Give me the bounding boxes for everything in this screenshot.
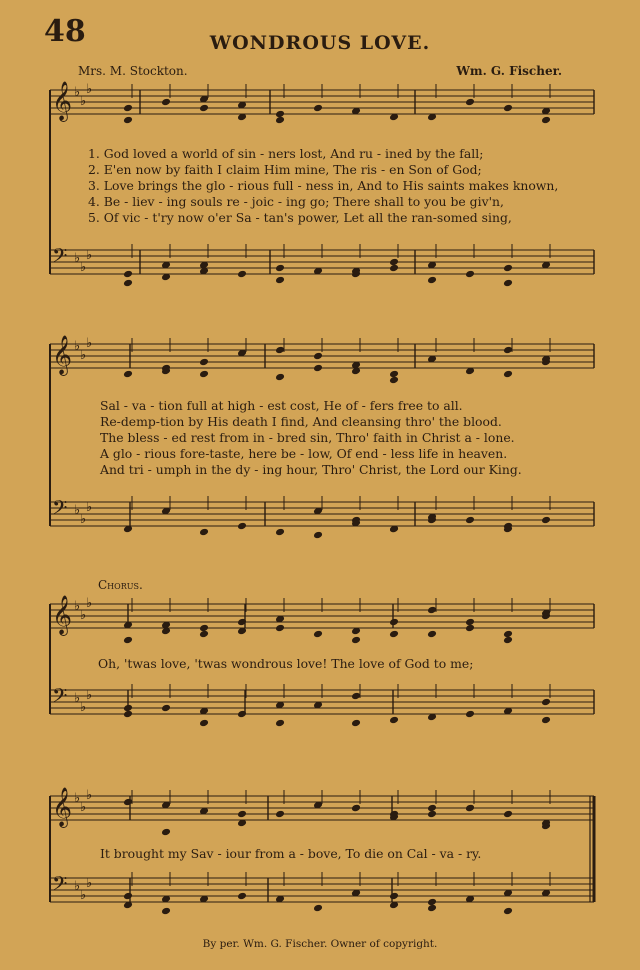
note-head (541, 698, 551, 707)
flat-icon: ♭ (74, 599, 81, 614)
note-head (161, 704, 171, 713)
verse-5-line-a: 5. Of vic - t'ry now o'er Sa - tan's power, Let all the ran-somed sing, (88, 210, 512, 225)
note-head (465, 618, 475, 627)
bass-clef-icon: 𝄢 (52, 684, 68, 712)
note-head (541, 516, 551, 525)
verse-1-line-a: 1. God loved a world of sin - ners lost, And ru - ined by the fall; (88, 146, 484, 161)
flat-icon: ♭ (86, 596, 93, 611)
note-head (275, 110, 285, 119)
flat-icon: ♭ (86, 500, 93, 515)
note-head (503, 279, 513, 288)
note-head (503, 104, 513, 113)
note-head (427, 804, 437, 813)
treble-clef-icon: 𝄞 (52, 81, 73, 121)
flat-icon: ♭ (80, 608, 87, 623)
flat-icon: ♭ (80, 94, 87, 109)
flat-icon: ♭ (80, 800, 87, 815)
note-head (313, 904, 323, 913)
verse-2-line-b: Re-demp-tion by His death I find, And cleansing thro' the blood. (100, 414, 502, 429)
note-head (123, 279, 133, 288)
note-head (313, 531, 323, 540)
note-head (275, 624, 285, 633)
note-head (313, 364, 323, 373)
note-head (123, 892, 133, 901)
flat-icon: ♭ (86, 336, 93, 351)
note-head (389, 376, 399, 385)
flat-icon: ♭ (86, 688, 93, 703)
note-head (427, 630, 437, 639)
page-number: 48 (44, 14, 86, 49)
note-head (313, 352, 323, 361)
copyright-notice: By per. Wm. G. Fischer. Owner of copyright. (202, 938, 438, 950)
note-head (199, 528, 209, 537)
verse-5-line-b: And tri - umph in the dy - ing hour, Thro' Christ, the Lord our King. (100, 462, 522, 477)
note-head (161, 98, 171, 107)
note-head (123, 104, 133, 113)
flat-icon: ♭ (74, 339, 81, 354)
note-head (199, 104, 209, 113)
note-head (541, 716, 551, 725)
note-head (503, 264, 513, 273)
verse-2-line-a: 2. E'en now by faith I claim Him mine, The ris - en Son of God; (88, 162, 482, 177)
treble-clef-icon: 𝄞 (52, 787, 73, 827)
note-head (351, 719, 361, 728)
note-head (275, 276, 285, 285)
note-head (389, 630, 399, 639)
note-head (389, 258, 399, 267)
note-head (275, 528, 285, 537)
note-head (465, 710, 475, 719)
note-head (123, 370, 133, 379)
note-head (541, 116, 551, 125)
note-head (503, 810, 513, 819)
note-head (351, 692, 361, 701)
flat-icon: ♭ (80, 348, 87, 363)
note-head (237, 810, 247, 819)
flat-icon: ♭ (74, 251, 81, 266)
flat-icon: ♭ (86, 876, 93, 891)
flat-icon: ♭ (80, 888, 87, 903)
verse-3-line-b: The bless - ed rest from in - bred sin, Thro' faith in Christ a - lone. (100, 430, 515, 445)
flat-icon: ♭ (74, 85, 81, 100)
note-head (199, 370, 209, 379)
bass-clef-icon: 𝄢 (52, 244, 68, 272)
note-head (313, 104, 323, 113)
flat-icon: ♭ (80, 260, 87, 275)
verse-4-line-a: 4. Be - liev - ing souls re - joic - ing go; There shall to you be giv'n, (88, 194, 504, 209)
note-head (123, 636, 133, 645)
note-head (237, 270, 247, 279)
note-head (275, 719, 285, 728)
flat-icon: ♭ (74, 879, 81, 894)
note-head (123, 116, 133, 125)
note-head (427, 606, 437, 615)
note-head (503, 370, 513, 379)
author-credit: Mrs. M. Stockton. (78, 64, 188, 78)
note-head (503, 907, 513, 916)
note-head (275, 810, 285, 819)
note-head (199, 358, 209, 367)
flat-icon: ♭ (74, 791, 81, 806)
chorus-label: Chorus. (98, 578, 143, 592)
note-head (237, 522, 247, 531)
note-head (427, 276, 437, 285)
chorus-line-2: It brought my Sav - iour from a - bove, To die on Cal - va - ry. (100, 846, 482, 861)
note-head (123, 798, 133, 807)
note-head (503, 346, 513, 355)
note-head (161, 907, 171, 916)
note-head (313, 630, 323, 639)
note-head (389, 716, 399, 725)
note-head (465, 516, 475, 525)
verse-1-line-b: Sal - va - tion full at high - est cost, He of - fers free to all. (100, 398, 463, 413)
flat-icon: ♭ (74, 691, 81, 706)
verse-3-line-a: 3. Love brings the glo - rious full - ness in, And to His saints makes known, (88, 178, 559, 193)
note-head (275, 373, 285, 382)
chorus-line-1: Oh, 'twas love, 'twas wondrous love! The love of God to me; (98, 656, 474, 671)
note-head (199, 719, 209, 728)
note-head (199, 630, 209, 639)
note-head (123, 710, 133, 719)
bass-clef-icon: 𝄢 (52, 496, 68, 524)
flat-icon: ♭ (86, 248, 93, 263)
note-head (123, 270, 133, 279)
note-head (275, 346, 285, 355)
flat-icon: ♭ (74, 503, 81, 518)
treble-clef-icon: 𝄞 (52, 335, 73, 375)
flat-icon: ♭ (86, 788, 93, 803)
note-head (275, 264, 285, 273)
note-head (465, 804, 475, 813)
note-head (351, 636, 361, 645)
treble-clef-icon: 𝄞 (52, 595, 73, 635)
flat-icon: ♭ (80, 700, 87, 715)
note-head (161, 828, 171, 837)
flat-icon: ♭ (80, 512, 87, 527)
note-head (389, 892, 399, 901)
note-head (503, 636, 513, 645)
note-head (465, 270, 475, 279)
hymn-title: WONDROUS LOVE. (209, 32, 431, 54)
note-head (465, 98, 475, 107)
note-head (351, 804, 361, 813)
composer-credit: Wm. G. Fischer. (456, 64, 562, 78)
note-head (237, 892, 247, 901)
note-head (389, 618, 399, 627)
note-head (427, 904, 437, 913)
verse-4-line-b: A glo - rious fore-taste, here be - low, Of end - less life in heaven. (100, 446, 508, 461)
flat-icon: ♭ (86, 82, 93, 97)
bass-clef-icon: 𝄢 (52, 872, 68, 900)
